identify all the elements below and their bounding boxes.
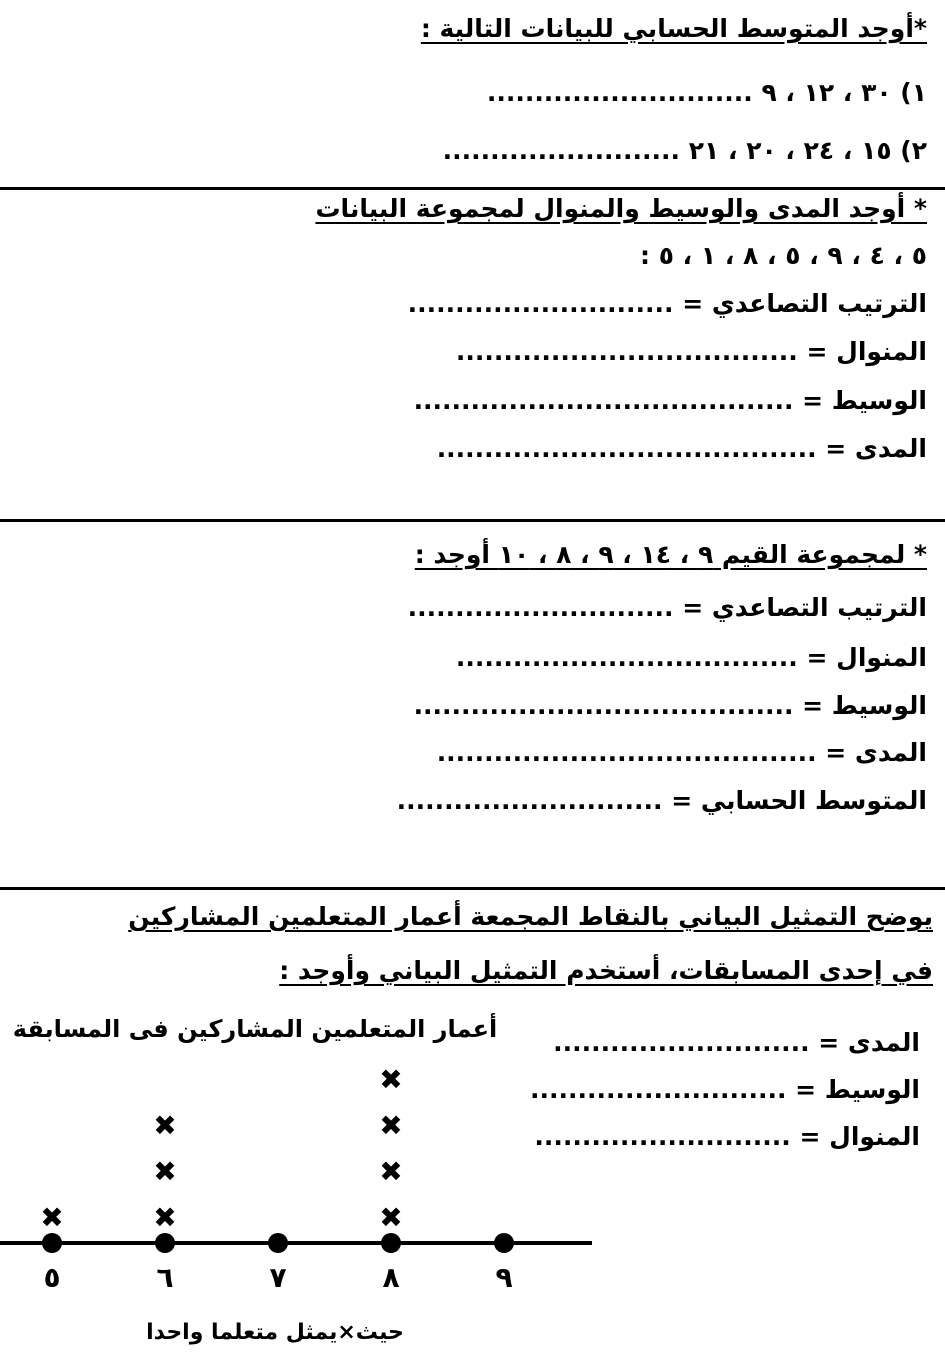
section3-title: * لمجموعة القيم ٩ ، ١٤ ، ٩ ، ٨ ، ١٠ أوجد :: [414, 540, 927, 569]
section2-title: * أوجد المدى والوسيط والمنوال لمجموعة البيانات: [315, 194, 927, 223]
section2-ascending-order: الترتيب التصاعدي = ............................: [407, 289, 927, 318]
section2-mode: المنوال = ....................................: [455, 337, 927, 366]
section4-median: الوسيط = ...........................: [530, 1075, 920, 1104]
section3-range: المدى = ........................................: [436, 738, 927, 767]
x-mark: ✖: [379, 1063, 403, 1096]
section3-median: الوسيط = ........................................: [413, 691, 927, 720]
section4-mode: المنوال = ...........................: [534, 1122, 920, 1151]
section4-title-line1: يوضح التمثيل البياني بالنقاط المجمعة أعمار المتعلمين المشاركين: [128, 902, 933, 931]
x-mark: ✖: [379, 1155, 403, 1188]
chart-title: أعمار المتعلمين المشاركين فى المسابقة: [12, 1015, 498, 1043]
divider: [0, 887, 945, 890]
section1-question-1: ١) ٣٠ ، ١٢ ، ٩ ............................: [486, 78, 927, 107]
x-mark: ✖: [153, 1201, 177, 1234]
x-mark: ✖: [379, 1201, 403, 1234]
section2-median: الوسيط = ........................................: [413, 386, 927, 415]
section4-title-line2: في إحدى المسابقات، أستخدم التمثيل البياني وأوجد :: [279, 956, 933, 985]
divider: [0, 187, 945, 190]
section1-question-2: ٢) ١٥ ، ٢٤ ، ٢٠ ، ٢١ .........................: [442, 136, 927, 165]
axis-point-2: [155, 1233, 175, 1253]
section4-range: المدى = ...........................: [553, 1028, 920, 1057]
section3-ascending-order: الترتيب التصاعدي = ............................: [407, 593, 927, 622]
section2-range: المدى = ........................................: [436, 434, 927, 463]
axis-point-4: [381, 1233, 401, 1253]
dot-plot-chart: [0, 1005, 600, 1365]
section2-data-line: ٥ ، ٤ ، ٩ ، ٥ ، ٨ ، ١ ، ٥ :: [640, 241, 927, 270]
axis-point-3: [268, 1233, 288, 1253]
section1-title: *أوجد المتوسط الحسابي للبيانات التالية :: [420, 14, 927, 43]
chart-note: حيث×يمثل متعلما واحدا: [146, 1320, 404, 1345]
axis-point-1: [42, 1233, 62, 1253]
tick-label: ٩: [495, 1261, 513, 1294]
divider: [0, 519, 945, 522]
tick-label: ٥: [43, 1261, 61, 1294]
x-mark: ✖: [153, 1155, 177, 1188]
tick-label: ٧: [269, 1261, 287, 1294]
x-mark: ✖: [40, 1201, 64, 1234]
tick-label: ٨: [382, 1261, 400, 1294]
x-mark: ✖: [379, 1109, 403, 1142]
section3-mode: المنوال = ....................................: [455, 643, 927, 672]
x-mark: ✖: [153, 1109, 177, 1142]
tick-label: ٦: [156, 1261, 174, 1294]
section3-mean: المتوسط الحسابي = ............................: [396, 786, 927, 815]
axis-point-5: [494, 1233, 514, 1253]
